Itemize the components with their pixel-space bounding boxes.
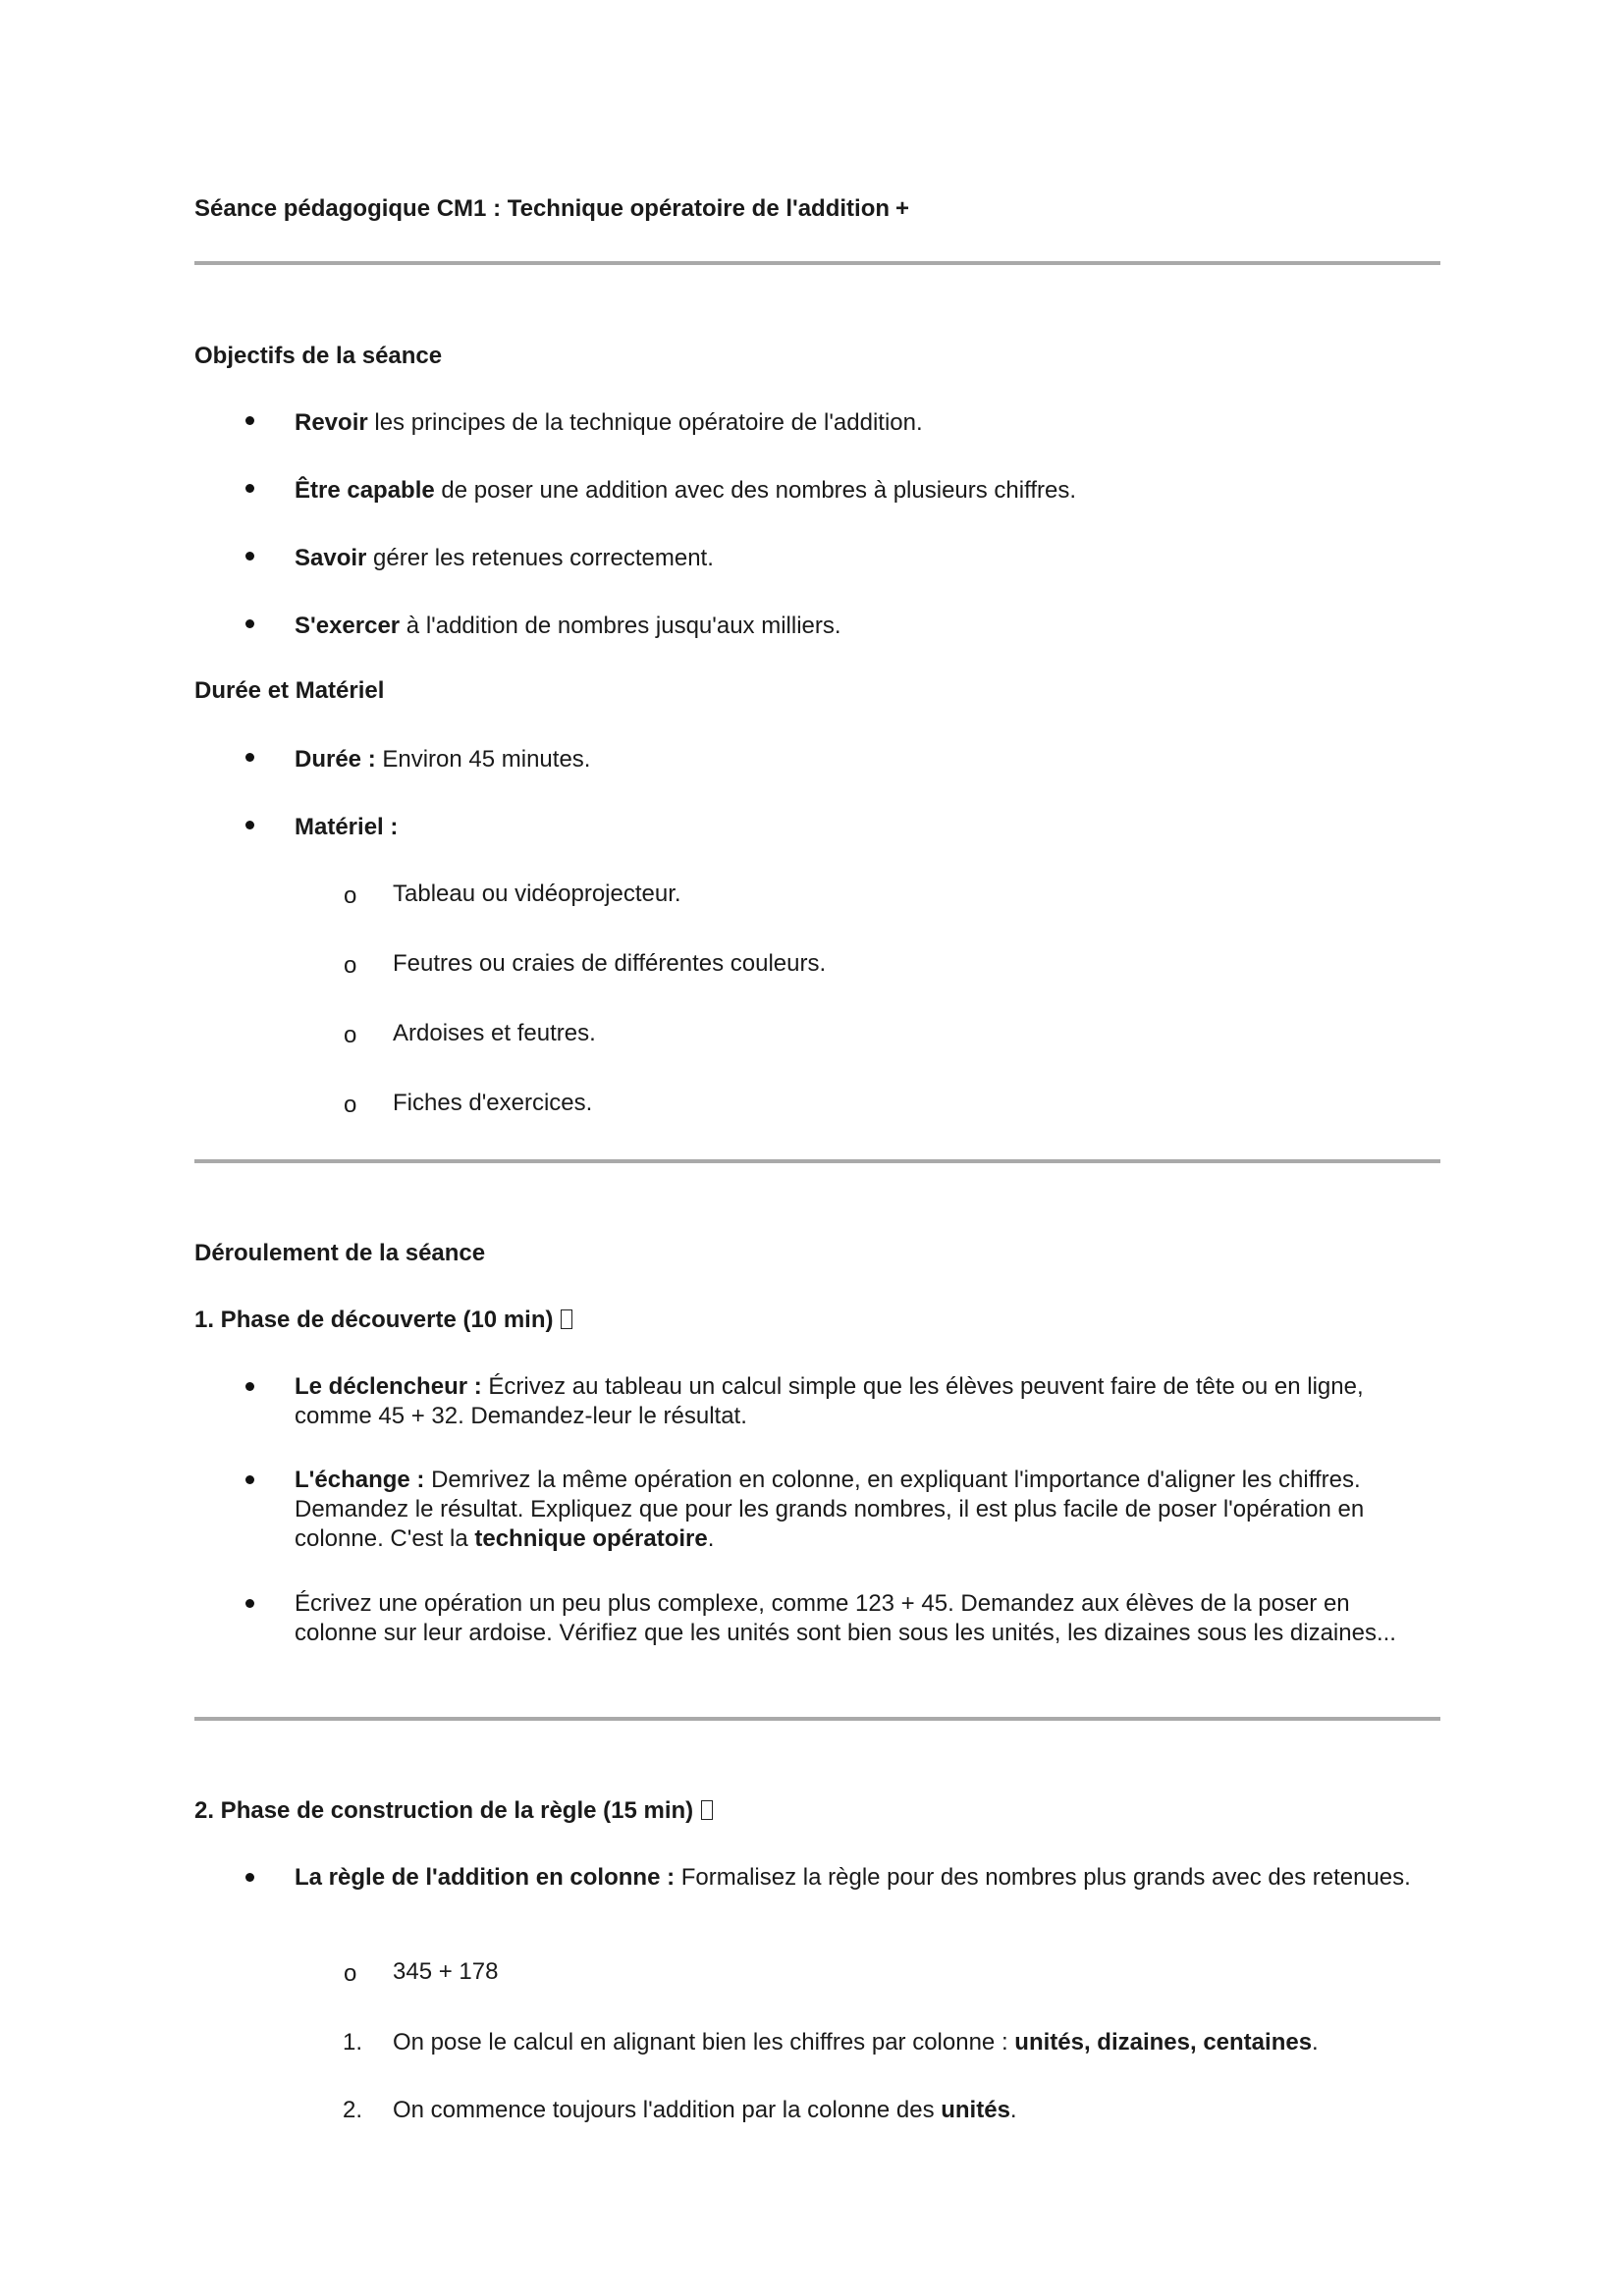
step-item: On commence toujours l'addition par la colonne des unités. — [393, 2097, 1017, 2123]
bullet-icon — [245, 1599, 254, 1608]
list-item: S'exercer à l'addition de nombres jusqu'aux milliers. — [295, 613, 841, 639]
section-heading-deroulement: Déroulement de la séance — [194, 1240, 486, 1266]
list-item: Le déclencheur : Écrivez au tableau un calcul simple que les élèves peuvent faire de tête ou en ligne, comme 45 + 32. Demandez-leur le résultat. — [295, 1373, 1364, 1429]
list-item: La règle de l'addition en colonne : Formalisez la règle pour des nombres plus grands avec des retenues. — [295, 1864, 1411, 1891]
section-heading-duree-materiel: Durée et Matériel — [194, 677, 385, 704]
missing-glyph-icon — [701, 1800, 713, 1820]
horizontal-rule — [194, 261, 1440, 265]
bullet-icon — [245, 1475, 254, 1484]
step-item: On pose le calcul en alignant bien les chiffres par colonne : unités, dizaines, centaines. — [393, 2029, 1319, 2056]
bullet-icon — [245, 416, 254, 425]
list-item-materiel: Matériel : — [295, 814, 399, 840]
bullet-icon — [245, 1873, 254, 1882]
missing-glyph-icon — [561, 1309, 572, 1329]
sub-list-item: Ardoises et feutres. — [393, 1020, 596, 1046]
plus-symbol: + — [895, 195, 910, 222]
bullet-icon — [245, 753, 254, 762]
list-item: Écrivez une opération un peu plus complexe, comme 123 + 45. Demandez aux élèves de la poser en colonne sur leur ardoise. Vérifiez que les unités sont bien sous les unités, les dizaines sous les dizaines... — [295, 1590, 1396, 1646]
horizontal-rule — [194, 1717, 1440, 1721]
sub-list-item: Feutres ou craies de différentes couleurs. — [393, 950, 827, 977]
list-item: L'échange : Demrivez la même opération en colonne, en expliquant l'importance d'aligner les chiffres. Demandez le résultat. Expliquez que pour les grands nombres, il est plus facile de poser l'opération en colonne. C'est la technique opératoire. — [295, 1467, 1365, 1552]
bullet-icon — [245, 619, 254, 628]
circle-bullet-icon: o — [344, 1092, 357, 1118]
list-item: Savoir gérer les retenues correctement. — [295, 545, 714, 571]
horizontal-rule — [194, 1159, 1440, 1163]
list-item: Être capable de poser une addition avec des nombres à plusieurs chiffres. — [295, 477, 1077, 504]
bullet-icon — [245, 821, 254, 829]
step-number: 1. — [343, 2029, 363, 2056]
step-number: 2. — [343, 2097, 363, 2123]
sub-list-item: Fiches d'exercices. — [393, 1090, 593, 1116]
list-item: Revoir les principes de la technique opératoire de l'addition. — [295, 409, 923, 436]
example-item: 345 + 178 — [393, 1958, 499, 1985]
circle-bullet-icon: o — [344, 952, 357, 979]
phase2-heading: 2. Phase de construction de la règle (15 min) — [194, 1796, 713, 1826]
section-heading-objectifs: Objectifs de la séance — [194, 343, 443, 369]
circle-bullet-icon: o — [344, 1960, 357, 1987]
title-text: Séance pédagogique CM1 : Technique opératoire de l'addition — [194, 195, 891, 222]
bullet-icon — [245, 1382, 254, 1391]
sub-list-item: Tableau ou vidéoprojecteur. — [393, 881, 681, 907]
circle-bullet-icon: o — [344, 1022, 357, 1048]
bullet-icon — [245, 484, 254, 493]
list-item-duree: Durée : Environ 45 minutes. — [295, 746, 591, 773]
circle-bullet-icon: o — [344, 882, 357, 909]
page-title — [194, 194, 909, 224]
phase1-heading: 1. Phase de découverte (10 min) — [194, 1306, 572, 1335]
bullet-icon — [245, 552, 254, 561]
